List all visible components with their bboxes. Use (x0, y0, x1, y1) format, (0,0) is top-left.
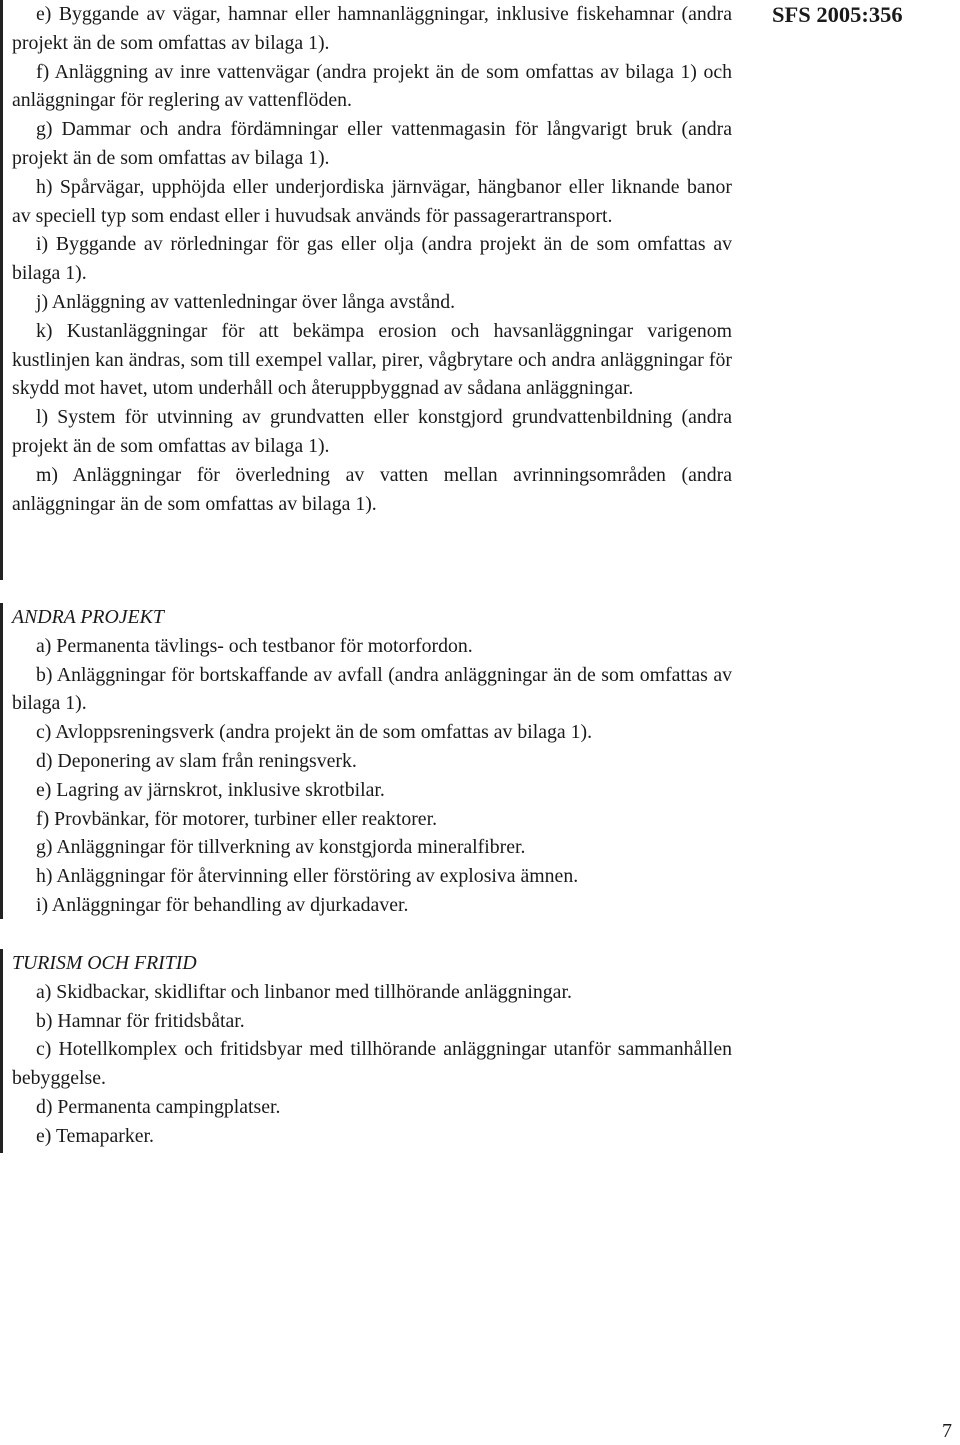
list-item: l) System för utvinning av grundvatten eller konstgjord grundvattenbildning (andra projekt än de som omfattas av bilaga 1). (12, 406, 732, 457)
sfs-reference: SFS 2005:356 (772, 2, 903, 27)
list-item: h) Spårvägar, upphöjda eller underjordiska järnvägar, hängbanor eller liknande banor av speciell typ som endast eller i huvudsak används för passagerartransport. (12, 175, 732, 227)
list-item: b) Hamnar för fritidsbåtar. (36, 1009, 245, 1032)
list-item: j) Anläggning av vattenledningar över långa avstånd. (36, 290, 456, 313)
list-item: e) Temaparker. (36, 1124, 154, 1147)
section-heading: ANDRA PROJEKT (12, 606, 164, 628)
section-heading: TURISM OCH FRITID (12, 952, 197, 974)
list-item: e) Lagring av järnskrot, inklusive skrotbilar. (36, 778, 385, 801)
list-item: d) Permanenta campingplatser. (36, 1095, 281, 1118)
list-item: f) Provbänkar, för motorer, turbiner eller reaktorer. (36, 807, 438, 830)
list-item: g) Anläggningar för tillverkning av konstgjorda mineralfibrer. (36, 836, 526, 859)
list-item: k) Kustanläggningar för att bekämpa erosion och havsanläggningar varigenom kustlinjen kan ändras, som till exempel vallar, pirer, vågbrytare och andra anläggningar för skydd mot havet, utom underhåll och återuppbyggnad av sådana anläggningar. (12, 319, 732, 400)
section-continued-list (12, 0, 732, 518)
list-item: g) Dammar och andra fördämningar eller vattenmagasin för långvarigt bruk (andra projekt än de som omfattas av bilaga 1). (12, 118, 732, 169)
list-item: b) Anläggningar för bortskaffande av avfall (andra anläggningar än de som omfattas av bilaga 1). (12, 663, 732, 715)
list-item: i) Byggande av rörledningar för gas eller olja (andra projekt än de som omfattas av bilaga 1). (12, 233, 732, 285)
list-item: c) Hotellkomplex och fritidsbyar med tillhörande anläggningar utanför sammanhållen bebyggelse. (12, 1038, 732, 1090)
list-item: c) Avloppsreningsverk (andra projekt än de som omfattas av bilaga 1). (36, 721, 593, 744)
list-item: d) Deponering av slam från reningsverk. (36, 749, 357, 772)
list-item: a) Skidbackar, skidliftar och linbanor med tillhörande anläggningar. (36, 980, 572, 1003)
list-item: h) Anläggningar för återvinning eller förstöring av explosiva ämnen. (36, 865, 579, 888)
list-item: i) Anläggningar för behandling av djurkadaver. (36, 893, 409, 916)
section-turism-och-fritid (12, 949, 732, 1151)
margin-bar-3 (0, 949, 3, 1153)
margin-bar-1 (0, 0, 3, 580)
list-item: m) Anläggningar för överledning av vatten mellan avrinningsområden (andra anläggningar än de som omfattas av bilaga 1). (12, 463, 732, 515)
list-item: f) Anläggning av inre vattenvägar (andra projekt än de som omfattas av bilaga 1) och anläggningar för reglering av vattenflöden. (12, 60, 732, 112)
margin-bar-2 (0, 603, 3, 919)
section-andra-projekt (12, 603, 732, 920)
page-number: 7 (942, 1420, 952, 1442)
list-item: a) Permanenta tävlings- och testbanor för motorfordon. (36, 634, 473, 657)
list-item: e) Byggande av vägar, hamnar eller hamnanläggningar, inklusive fiskehamnar (andra projekt än de som omfattas av bilaga 1). (12, 3, 732, 54)
